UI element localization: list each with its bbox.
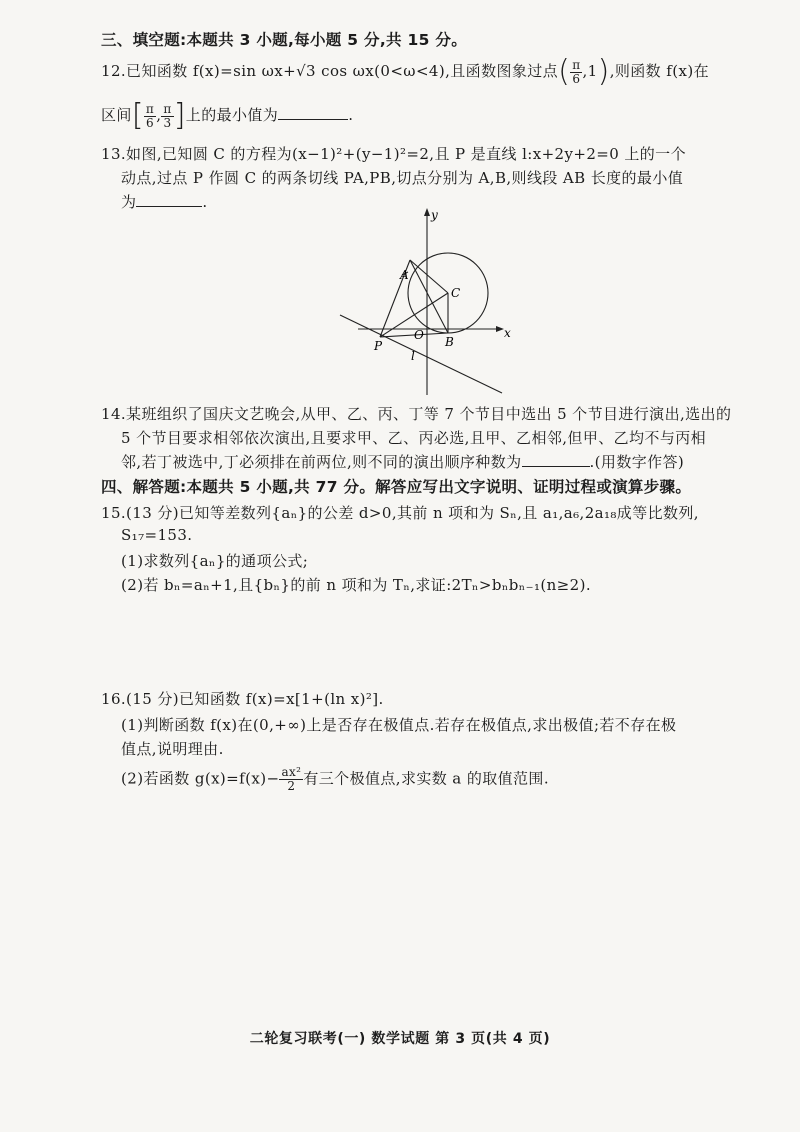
question-15-part-1: (1)求数列{aₙ}的通项公式;: [121, 552, 309, 570]
q12-int1-num: π: [145, 101, 155, 116]
q12-paren-open: (: [558, 54, 571, 89]
section-3-header: 三、填空题:本题共 3 小题,每小题 5 分,共 15 分。: [101, 31, 467, 49]
label-o: O: [414, 328, 424, 342]
y-axis-arrow: [424, 208, 430, 216]
q16-frac-den: 2: [287, 779, 296, 793]
q13-answer-blank[interactable]: [136, 192, 202, 207]
q12-point-num: π: [572, 57, 581, 72]
q12-point-rest: ,1: [582, 62, 598, 80]
question-16-part-1-line-1: (1)判断函数 f(x)在(0,+∞)上是否存在极值点.若存在极值点,求出极值;若不存在极: [121, 716, 677, 734]
q12-text-b: ,则函数 f(x)在: [609, 62, 709, 80]
q12-point-den: 6: [572, 71, 581, 86]
q12-answer-blank[interactable]: [278, 105, 348, 120]
q12-bracket-close: ]: [173, 98, 186, 133]
q16-fraction: [279, 766, 303, 793]
q12-paren-close: ): [597, 54, 610, 89]
question-16-part-1-line-2: 值点,说明理由.: [121, 740, 224, 758]
question-15-part-2: (2)若 bₙ=aₙ+1,且{bₙ}的前 n 项和为 Tₙ,求证:2Tₙ>bₙbₙ₋₁(n≥2).: [121, 576, 592, 594]
q12-text-c: 上的最小值为: [185, 106, 279, 124]
q12-interval-label: 区间: [101, 106, 132, 124]
q12-point-fraction: [570, 59, 582, 86]
q16-part2-text-b: 有三个极值点,求实数 a 的取值范围.: [303, 769, 549, 788]
label-y: y: [431, 208, 438, 222]
label-p: P: [374, 339, 383, 353]
q12-interval-end: [161, 103, 173, 130]
q14-text-a: 邻,若丁被选中,丁必须排在前两位,则不同的演出顺序种数为: [121, 453, 522, 471]
question-13-line-1: 13.如图,已知圆 C 的方程为(x−1)²+(y−1)²=2,且 P 是直线 l:x+2y+2=0 上的一个: [101, 145, 686, 163]
question-12-line-2: 区间[ $\frac{\pi}{6}$ , $\frac{\pi}{3}$ ]上的最小值为 .: [101, 98, 354, 133]
q14-answer-blank[interactable]: [522, 452, 590, 467]
q13-period: .: [202, 193, 208, 211]
label-x: x: [504, 326, 511, 340]
q16-part2-text-a: (2)若函数 g(x)=f(x)−: [121, 769, 280, 788]
q13-text-a: 为: [121, 193, 137, 211]
label-c: C: [451, 286, 461, 300]
question-13-line-2: 动点,过点 P 作圆 C 的两条切线 PA,PB,切点分别为 A,B,则线段 AB 长度的最小值: [121, 169, 684, 187]
radius-ca: [410, 260, 448, 293]
line-l: [340, 315, 502, 393]
question-14-line-1: 14.某班组织了国庆文艺晚会,从甲、乙、丙、丁等 7 个节目中选出 5 个节目进行演出,选出的: [101, 405, 732, 423]
question-12-line-1: [101, 54, 709, 89]
q12-int1-den: 6: [146, 115, 155, 130]
q16-frac-num: ax²: [281, 765, 302, 779]
x-axis-arrow: [496, 326, 504, 332]
label-a: A: [400, 268, 409, 282]
question-15-line-2: S₁₇=153.: [121, 526, 193, 544]
q12-bracket-open: [: [131, 98, 144, 133]
label-l: l: [411, 349, 415, 363]
question-14-line-3: [121, 451, 684, 472]
question-16-part-2: [121, 766, 549, 793]
question-15-line-1: 15.(13 分)已知等差数列{aₙ}的公差 d>0,其前 n 项和为 Sₙ,且 a₁,a₆,2a₁₈成等比数列,: [101, 504, 699, 522]
page-footer: 二轮复习联考(一) 数学试题 第 3 页(共 4 页): [249, 1031, 551, 1047]
q12-int2-den: 3: [163, 115, 172, 130]
section-4-header: 四、解答题:本题共 5 小题,共 77 分。解答应写出文字说明、证明过程或演算步骤。: [101, 478, 692, 496]
q12-interval-start: [144, 103, 156, 130]
q12-int2-num: π: [163, 101, 172, 116]
q12-text-a: 12.已知函数 f(x)=sin ωx+√3 cos ωx(0<ω<4),且函数图象过点: [101, 62, 559, 80]
question-16-line-1: 16.(15 分)已知函数 f(x)=x[1+(ln x)²].: [101, 690, 384, 708]
q12-period: .: [348, 106, 354, 124]
q14-text-end: .(用数字作答): [589, 453, 685, 471]
q13-figure: [330, 205, 530, 400]
label-b: B: [445, 335, 454, 349]
question-13-line-3: [121, 191, 208, 212]
question-14-line-2: 5 个节目要求相邻依次演出,且要求甲、乙、丙必选,且甲、乙相邻,但甲、乙均不与丙相: [121, 429, 707, 447]
